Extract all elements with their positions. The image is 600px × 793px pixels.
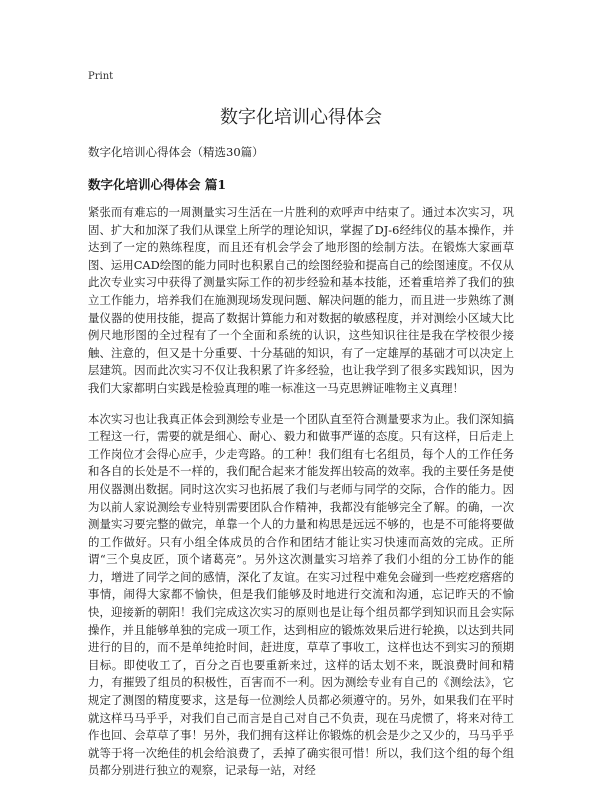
document-subtitle: 数字化培训心得体会（精选30篇） [88, 145, 264, 159]
print-label[interactable]: Print [88, 71, 114, 82]
document-page [88, 70, 514, 793]
document-title: 数字化培训心得体会 [220, 107, 382, 128]
section-heading: 数字化培训心得体会 篇1 [88, 177, 227, 192]
paragraph: 紧张而有难忘的一周测量实习生活在一片胜利的欢呼声中结束了。通过本次实习，巩固、扩大和加深了我们从课堂上所学的理论知识，掌握了DJ-6经纬仪的基本操作，并达到了一定的熟练程度，而且还有机会学会了地形图的绘制方法。在锻炼大家画草图、运用CAD绘图的能力同时也积累自己的绘图经验和提高自己的绘图速度。不仅从此次专业实习中获得了测量实际工作的初步经验和基本技能，还着重培养了我们的独立工作能力，培养我们在施测现场发现问题、解决问题的能力，而且进一步熟练了测量仪器的使用技能，提高了数据计算能力和对数据的敏感程度，并对测绘小区域大比例尺地形图的全过程有了一个全面和系统的认识，这些知识往往是我在学校很少接触、注意的，但又是十分重要、十分基础的知识，有了一定雄厚的基础才可以决定上层建筑。因而此次实习不仅让我积累了许多经验，也让我学到了很多实践知识，因为我们大家都明白实践是检验真理的唯一标准这一马克思辨证唯物主义真理！ [88, 205, 514, 395]
paragraph: 本次实习也让我真正体会到测绘专业是一个团队直至符合测量要求为止。我们深知搞工程这一行，需要的就是细心、耐心、毅力和做事严谨的态度。只有这样，日后走上工作岗位才会得心应手，少走弯路。的工种！我们组有七名组员，每个人的工作任务和各自的长处是不一样的，我们配合起来才能发挥出较高的效率。我的主要任务是使用仪器测出数据。同时这次实习也拓展了我们与老师与同学的交际，合作的能力。因为以前人家说测绘专业特别需要团队合作精神，我都没有能够完全了解。的确，一次测量实习要完整的做完，单靠一个人的力量和构思是远远不够的，也是不可能将要做的工作做好。只有小组全体成员的合作和团结才能让实习快速而高效的完成。正所谓“三个臭皮匠，顶个诸葛亮”。另外这次测量实习培养了我们小组的分工协作的能力，增进了同学之间的感情，深化了友谊。在实习过程中难免会碰到一些疙疙瘩瘩的事情，闹得大家都不愉快，但是我们能够及时地进行交流和沟通，忘记昨天的不愉快，迎接新的朝阳！我们完成这次实习的原则也是让每个组员都学到知识而且会实际操作，并且能够单独的完成一项工作，达到相应的锻炼效果后进行轮换，以达到共同进行的目的，而不是单纯抢时间，赶进度，草草了事收工，这样也达不到实习的预期目标。即使收工了，百分之百也要重新来过，这样的话太划不来，既浪费时间和精力，有摧毁了组员的积极性，百害而不一利。因为测绘专业有自己的《测绘法》，它规定了测图的精度要求，这是每一位测绘人员都必须遵守的。另外，如果我们在平时就这样马马乎乎，对我们自己而言是自己对自己不负责，现在马虎惯了，将来对待工作也回、会草草了事！另外，我们拥有这样让你锻炼的机会是少之又少的，马马乎乎就等于将一次绝佳的机会给浪费了，丢掉了确实很可惜！所以，我们这个组的每个组员都分别进行独立的观察，记录每一站，对经 [88, 411, 514, 778]
